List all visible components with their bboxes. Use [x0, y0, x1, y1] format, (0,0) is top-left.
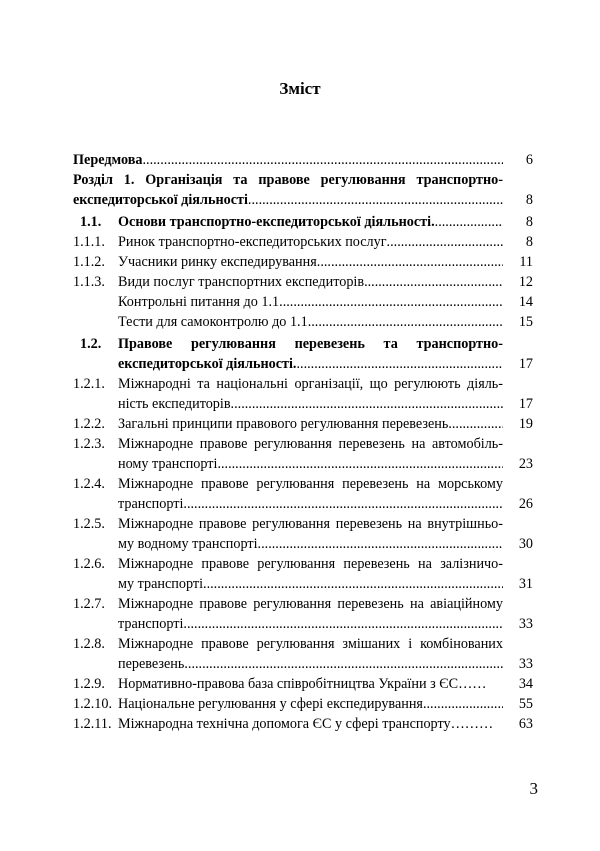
dot-leader	[142, 150, 503, 170]
page-number: 3	[529, 779, 538, 798]
toc-entry-line: Ринок транспортно-експедиторських послуг	[118, 234, 387, 250]
toc-entry-line: експедиторської діяльності.	[118, 356, 297, 372]
toc-entry-number: 1.2.4.	[73, 476, 105, 492]
toc-entry-page: 26	[518, 496, 533, 512]
toc-entry-page: 19	[518, 416, 533, 432]
toc-entry-line: Міжнародні та національні організації, що регулюють діяль-	[118, 376, 503, 392]
toc-entry[interactable]	[73, 292, 533, 312]
toc-entry-page: 11	[519, 254, 533, 270]
dot-leader	[217, 454, 503, 474]
dot-leader	[203, 574, 503, 594]
toc-entry-title	[118, 252, 503, 272]
dot-leader	[317, 252, 503, 272]
toc-entry-number: 1.1.	[80, 214, 102, 230]
toc-entry-line: Контрольні питання до 1.1	[118, 294, 280, 310]
toc-entry-title	[118, 414, 503, 434]
toc-entry-line: ність експедиторів	[118, 396, 231, 412]
toc-entry-title	[118, 594, 503, 634]
toc-entry-page: 12	[518, 274, 533, 290]
toc-entry-page: 15	[518, 314, 533, 330]
dot-leader	[279, 292, 503, 312]
toc-entry-line: Розділ 1. Організація та правове регулювання транспортно-	[73, 172, 503, 188]
toc-entry-page: 17	[518, 356, 533, 372]
toc-entry-page: 33	[518, 616, 533, 632]
toc-entry-line: му водному транспорті	[118, 536, 258, 552]
toc-entry-page: 8	[525, 192, 533, 208]
toc-entry-number: 1.2.5.	[73, 516, 105, 532]
toc-entry-title	[73, 170, 503, 210]
toc-entry-page: 31	[518, 576, 533, 592]
toc-entry-page: 6	[525, 152, 533, 168]
toc-entry[interactable]	[73, 212, 533, 232]
toc-entry-line: Види послуг транспортних експедиторів	[118, 274, 365, 290]
toc-entry-title	[118, 554, 503, 594]
toc-entry[interactable]	[73, 514, 533, 554]
table-of-contents	[73, 150, 533, 734]
dot-leader	[184, 654, 503, 674]
toc-entry-title	[118, 434, 503, 474]
toc-entry-number: 1.2.1.	[73, 376, 105, 392]
toc-entry-line: Тести для самоконтролю до 1.1	[118, 314, 308, 330]
toc-entry-line: Міжнародне правове регулювання змішаних і комбінованих	[118, 636, 503, 652]
toc-entry-page: 63	[518, 716, 533, 732]
toc-entry-title	[118, 212, 503, 232]
dot-leader	[448, 414, 503, 434]
toc-entry-number: 1.2.2.	[73, 416, 105, 432]
toc-entry[interactable]	[73, 554, 533, 594]
toc-entry-number: 1.2.3.	[73, 436, 105, 452]
toc-entry-page: 8	[525, 234, 533, 250]
toc-entry-page: 14	[518, 294, 533, 310]
toc-entry-title	[73, 150, 503, 170]
toc-entry-page: 30	[518, 536, 533, 552]
toc-entry-line: Міжнародна технічна допомога ЄС у сфері транспорту………	[118, 716, 494, 732]
toc-entry[interactable]	[73, 414, 533, 434]
toc-entry[interactable]	[73, 252, 533, 272]
dot-leader	[231, 394, 503, 414]
toc-entry-page: 34	[518, 676, 533, 692]
toc-entry-page: 55	[518, 696, 533, 712]
toc-entry-title	[118, 374, 503, 414]
toc-entry-number: 1.2.6.	[73, 556, 105, 572]
toc-entry[interactable]	[73, 694, 533, 714]
toc-entry[interactable]	[73, 312, 533, 332]
dot-leader	[387, 232, 503, 252]
toc-entry-number: 1.2.11.	[73, 716, 112, 732]
toc-entry-page: 33	[518, 656, 533, 672]
toc-entry[interactable]	[73, 594, 533, 634]
toc-entry[interactable]	[73, 334, 533, 374]
toc-entry-number: 1.2.7.	[73, 596, 105, 612]
toc-entry-title	[118, 272, 503, 292]
toc-entry-title	[118, 292, 503, 312]
toc-entry-line: Національне регулювання у сфері експедирування	[118, 696, 423, 712]
page-title: Зміст	[279, 79, 321, 98]
toc-entry-line: Міжнародне правове регулювання перевезень на автомобіль-	[118, 436, 503, 452]
toc-entry-number: 1.1.3.	[73, 274, 105, 290]
toc-entry-line: Нормативно-правова база співробітництва України з ЄС……	[118, 676, 487, 692]
dot-leader	[296, 354, 503, 374]
toc-entry-line: Міжнародне правове регулювання перевезень на авіаційному	[118, 596, 503, 612]
toc-entry-line: Міжнародне правове регулювання перевезень на залізничо-	[118, 556, 503, 572]
toc-entry-number: 1.1.2.	[73, 254, 105, 270]
toc-entry-line: перевезень	[118, 656, 185, 672]
toc-entry[interactable]	[73, 232, 533, 252]
toc-entry-line: Передмова	[73, 152, 143, 168]
toc-entry-number: 1.1.1.	[73, 234, 105, 250]
toc-entry-page: 8	[525, 214, 533, 230]
toc-entry-title	[118, 312, 503, 332]
dot-leader	[248, 190, 503, 210]
toc-entry-page: 17	[518, 396, 533, 412]
toc-entry[interactable]	[73, 714, 533, 734]
toc-entry-number: 1.2.8.	[73, 636, 105, 652]
toc-entry-title	[118, 232, 503, 252]
toc-entry-number: 1.2.10.	[73, 696, 113, 712]
toc-entry-title	[118, 514, 503, 554]
toc-entry-line: Учасники ринку експедирування	[118, 254, 317, 270]
dot-leader	[435, 212, 503, 232]
toc-entry[interactable]	[73, 434, 533, 474]
toc-entry-line: ному транспорті	[118, 456, 218, 472]
toc-entry-title	[118, 674, 503, 694]
dot-leader	[308, 312, 503, 332]
toc-entry-line: Загальні принципи правового регулювання перевезень	[118, 416, 449, 432]
toc-entry-number: 1.2.9.	[73, 676, 105, 692]
toc-entry-title	[118, 474, 503, 514]
toc-entry-line: Основи транспортно-експедиторської діяльності.	[118, 214, 435, 230]
dot-leader	[423, 694, 503, 714]
toc-entry-line: експедиторської діяльності	[73, 192, 248, 208]
dot-leader	[258, 534, 503, 554]
toc-entry[interactable]	[73, 170, 533, 210]
toc-entry-page: 23	[518, 456, 533, 472]
toc-entry-title	[118, 634, 503, 674]
toc-entry-title	[118, 694, 503, 714]
dot-leader	[364, 272, 503, 292]
toc-entry-line: му транспорті	[118, 576, 204, 592]
toc-entry-line: Правове регулювання перевезень та транспортно-	[118, 336, 503, 352]
toc-entry-line: Міжнародне правове регулювання перевезень на внутрішньо-	[118, 516, 503, 532]
toc-entry[interactable]	[73, 474, 533, 514]
toc-entry-title	[118, 714, 503, 734]
toc-entry-line: транспорті	[118, 496, 184, 512]
toc-entry-number: 1.2.	[80, 336, 102, 352]
dot-leader	[183, 494, 503, 514]
dot-leader	[183, 614, 503, 634]
toc-entry[interactable]	[73, 272, 533, 292]
toc-entry-line: Міжнародне правове регулювання перевезень на морському	[118, 476, 503, 492]
toc-entry-line: транспорті	[118, 616, 184, 632]
toc-entry[interactable]	[73, 150, 533, 170]
toc-entry[interactable]	[73, 374, 533, 414]
toc-entry[interactable]	[73, 634, 533, 674]
toc-entry-title	[118, 334, 503, 374]
toc-entry[interactable]	[73, 674, 533, 694]
